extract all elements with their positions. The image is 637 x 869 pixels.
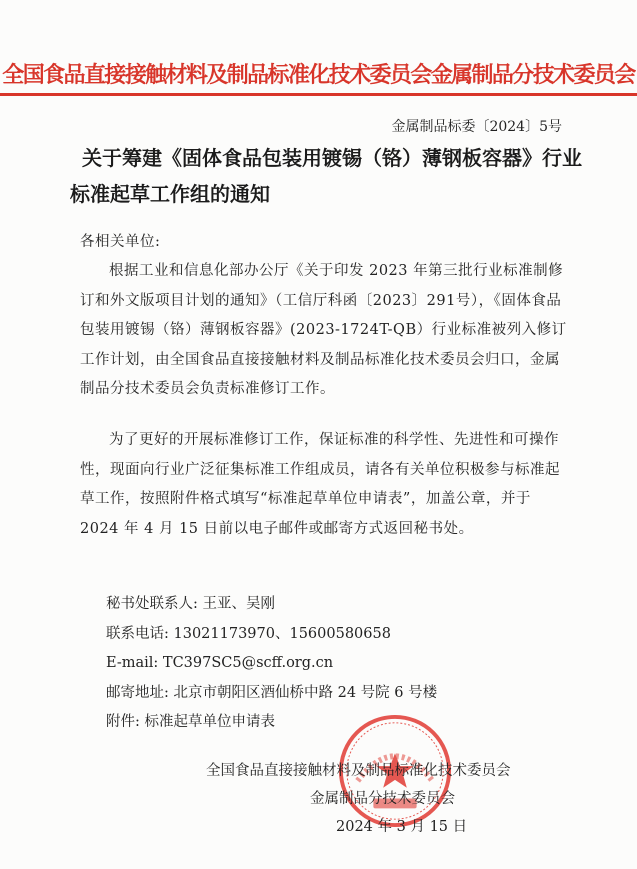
signature-org-line-1: 全国食品直接接触材料及制品标准化技术委员会	[206, 763, 511, 779]
letterhead-rule	[0, 93, 637, 96]
contact-phone: 联系电话: 13021173970、15600580658	[106, 625, 391, 642]
attachment-note: 附件: 标准起草单位申请表	[106, 714, 275, 730]
contact-address: 邮寄地址: 北京市朝阳区酒仙桥中路 24 号院 6 号楼	[106, 684, 438, 701]
contact-person: 秘书处联系人: 王亚、吴刚	[106, 596, 275, 612]
body-paragraph-2: 为了更好的开展标准修订工作，保证标准的科学性、先进性和可操作性，现面向行业广泛征集标准工作组成员，请各有关单位积极参与标准起草工作，按照附件格式填写“标准起草单位申请表”，加盖公章，并于 2024 年 4 月 15 日前以电子邮件或邮寄方式返回秘书处。	[80, 432, 560, 537]
body-paragraph-1: 根据工业和信息化部办公厅《关于印发 2023 年第三批行业标准制修订和外文版项目计划的通知》（工信厅科函〔2023〕291号），《固体食品包装用镀锡（铬）薄钢板容器》(2023-1724T-QB）行业标准被列入修订工作计划，由全国食品直接接触材料及制品标准化技术委员会归口，金属制品分技术委员会负责标准修订工作。	[80, 263, 567, 397]
document-title: 关于筹建《固体食品包装用镀锡（铬）薄钢板容器》行业标准起草工作组的通知	[70, 146, 582, 206]
contact-email: E-mail: TC397SC5@scff.org.cn	[106, 655, 334, 671]
signature-date: 2024 年 3 月 15 日	[336, 819, 468, 835]
document-number: 金属制品标委〔2024〕5号	[391, 119, 562, 135]
salutation: 各相关单位:	[80, 234, 161, 250]
signature-org-line-2: 金属制品分技术委员会	[310, 791, 455, 807]
letterhead-organization: 全国食品直接接触材料及制品标准化技术委员会金属制品分技术委员会	[2, 63, 635, 88]
